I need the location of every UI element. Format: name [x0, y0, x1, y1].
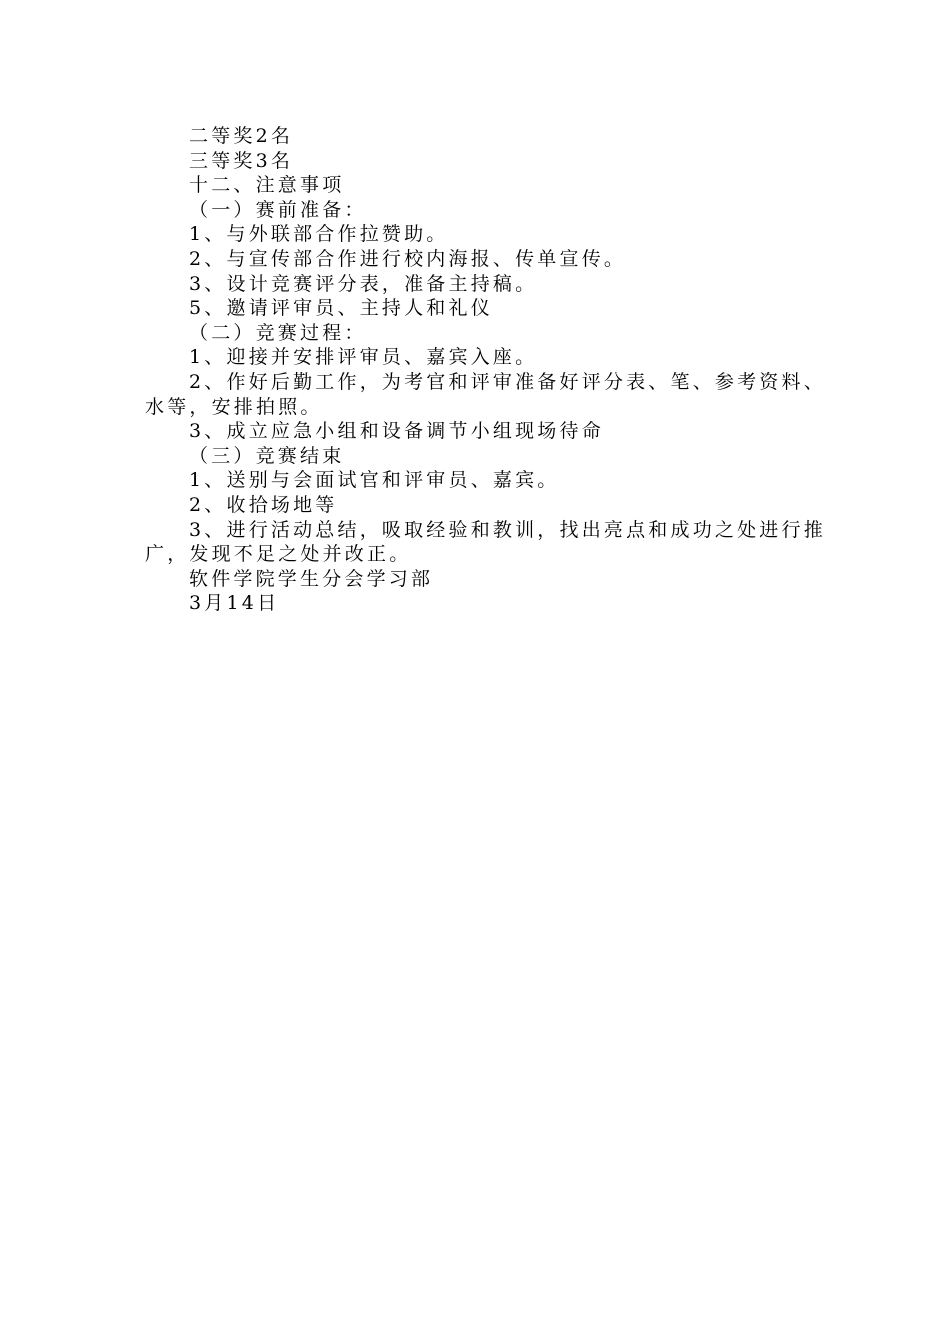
list-item-publicity: 2、与宣传部合作进行校内海报、传单宣传。 — [189, 247, 627, 270]
list-item-cleanup: 2、收拾场地等 — [189, 493, 338, 516]
section-heading-notes: 十二、注意事项 — [189, 174, 345, 197]
list-item-seat-guests: 1、迎接并安排评审员、嘉宾入座。 — [189, 346, 538, 369]
list-item-logistics: 2、作好后勤工作，为考官和评审准备好评分表、笔、参考资料、水等，安排拍照。 — [145, 370, 826, 418]
list-item-invite-judges: 5、邀请评审员、主持人和礼仪 — [189, 297, 493, 320]
paragraph-second-prize: 二等奖2名 — [189, 125, 294, 147]
list-item-score-sheet: 3、设计竞赛评分表，准备主持稿。 — [189, 272, 538, 295]
subsection-heading-process: （二）竞赛过程： — [189, 321, 367, 344]
subsection-heading-conclusion: （三）竞赛结束 — [189, 444, 345, 467]
subsection-heading-preparation: （一）赛前准备： — [189, 198, 367, 221]
list-item-summary: 3、进行活动总结，吸取经验和教训，找出亮点和成功之处进行推广，发现不足之处并改正。 — [145, 518, 826, 566]
list-item-sponsorship: 1、与外联部合作拉赞助。 — [189, 223, 449, 246]
paragraph-third-prize: 三等奖3名 — [189, 149, 294, 172]
signature-organization: 软件学院学生分会学习部 — [189, 567, 434, 590]
list-item-emergency-team: 3、成立应急小组和设备调节小组现场待命 — [189, 420, 604, 443]
document-body — [145, 124, 835, 616]
signature-date: 3月14日 — [189, 592, 280, 615]
list-item-farewell: 1、送别与会面试官和评审员、嘉宾。 — [189, 469, 560, 492]
